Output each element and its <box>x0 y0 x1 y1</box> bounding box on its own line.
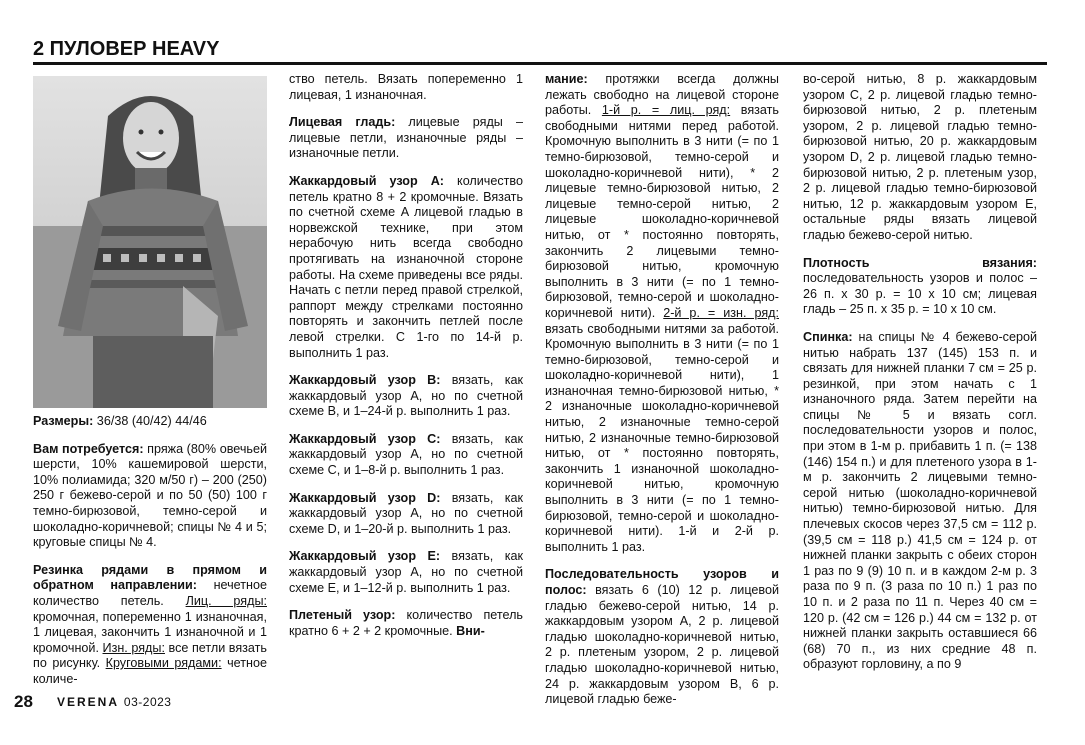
braid-label: Плетеный узор: <box>289 608 396 623</box>
jacquard-e-paragraph <box>289 549 523 596</box>
rib-continued: ство петель. Вязать попеременно 1 лицевая, 1 изнаночная. <box>289 72 523 102</box>
materials-text: пряжа (80% овечьей шерсти, 10% кашемировой шерсти, 10% полиамида; 320 м/50 г) – 200 (250) 250 г бежево-серой и по 50 (50) 100 г темно-бирюзовой, темно-серой и шоколадно-коричневой; спицы № 4 и 5; круговые спицы № 4. <box>33 441 267 550</box>
rib-rounds-label: Круговыми рядами: <box>105 656 222 671</box>
jacquard-c-text: вязать, как жаккардовый узор A, но по счетной схеме C, и 1–8-й р. выполнить 1 раз. <box>289 431 523 478</box>
attention-label-start: Вни- <box>456 623 485 638</box>
column-3 <box>545 72 779 720</box>
density-paragraph <box>803 256 1037 318</box>
back-paragraph <box>803 330 1037 673</box>
density-text: последовательность узоров и полос – 26 п. х 30 р. = 10 х 10 см; лицевая гладь – 25 п. х 35 р. = 10 х 10 см. <box>803 271 1037 317</box>
column-4 <box>803 72 1037 685</box>
jacquard-d-label: Жаккардовый узор D: <box>289 490 441 505</box>
back-label: Спинка: <box>803 329 853 344</box>
sequence-label: Последовательность узоров и полос: <box>545 567 779 597</box>
magazine-name: VERENA <box>57 695 119 709</box>
jacquard-a-text: количество петель кратно 8 + 2 кромочные. Вязать по счетной схеме A лицевой гладью в норвежской технике, при этом нерабочую нить всегда свободно протягивать на изнаночной стороне работы. На схеме приведены все ряды. Начать с петли перед правой стрелкой, раппорт между стрелками постоянно повторять и закончить петлей после левой стрелки. С 1-го по 14-й р. выполнить 1 раз. <box>289 173 523 360</box>
jacquard-b-paragraph <box>289 373 523 420</box>
braid-paragraph <box>289 608 523 639</box>
page-number: 28 <box>14 692 33 711</box>
row-1-label: 1-й р. = лиц. ряд: <box>601 103 731 118</box>
back-text: на спицы № 4 бежево-серой нитью набрать 137 (145) 153 п. и связать для нижней планки 7 см = 25 р. резинкой, при этом начать с 1 изнаночного ряда. Затем перейти на спицы № 5 и вязать согл. последовательности узоров и полос, при этом в 1-м р. прибавить 1 п. (= 138 (146) 154 п.) и для плетеного узора в 1-м р. закончить 2 лицевыми темно-серой нитью (шоколадно-коричневой нитью) темно-бирюзовой нитью. Для плечевых скосов через 37,5 см = 112 р. (39,5 см = 118 р.) 41,5 см = 124 р. от нижней планки закрыть с обеих сторон 1 раз по 9 (9) 10 п. и в каждом 2-м р. 3 раза по 9 п. (3 раза по 10 п.) 1 раз по 10 п. и 2 раза по 11 п. Через 40 см = 120 р. (42 см = 126 р.) 44 см = 132 р. от нижней планки закрыть оставшиеся 66 (68) 70 п., из них средние 48 п. образуют горловину, а по 9 <box>803 329 1037 672</box>
rib-label: Резинка рядами в прямом и обратном направлении: <box>33 562 267 593</box>
sequence-text: вязать 6 (10) 12 р. лицевой гладью бежево-серой нитью, 14 р. жаккардовым узором A, 2 р. лицевой гладью шоколадно-коричневой нитью, 2 р. плетеным узором, 2 р. лицевой гладью шоколадно-коричневой нитью, 24 р. жаккардовым узором B, 6 р. лицевой гладью беже- <box>545 583 779 707</box>
photo-illustration <box>33 76 267 408</box>
rib-right-side-label: Лиц. ряды: <box>185 593 267 608</box>
rib-text: кромочная, попеременно 1 изнаночная, 1 лицевая, закончить 1 изнаночной и 1 кромочной. <box>33 609 267 655</box>
title-rule <box>33 62 1047 65</box>
jacquard-b-label: Жаккардовый узор B: <box>289 373 441 388</box>
jacquard-e-label: Жаккардовый узор E: <box>289 549 441 564</box>
materials-paragraph <box>33 442 267 551</box>
attention-paragraph <box>545 72 779 555</box>
magazine-footer <box>57 695 171 709</box>
jacquard-c-paragraph <box>289 432 523 479</box>
attention-text: протяжки всегда должны лежать свободно на лицевой стороне работы. <box>545 72 779 118</box>
jacquard-e-text: вязать, как жаккардовый узор A, но по счетной схеме E, и 1–12-й р. выполнить 1 раз. <box>289 549 523 595</box>
stockinette-text: лицевые ряды – лицевые петли, изнаночные ряды – изнаночные петли. <box>289 115 523 161</box>
row-2-label: 2-й р. = изн. ряд: <box>663 305 779 320</box>
model-photo <box>33 76 267 408</box>
sequence-continued: во-серой нитью, 8 р. жаккардовым узором C, 2 р. лицевой гладью темно-бирюзовой нитью, 2 р. плетеным узором, 2 р. лицевой гладью темно-бирюзовой нитью, 20 р. жаккардовым узором D, 2 р. лицевой гладью темно-бирюзовой нитью, 2 р. плетеным узор, 2 р. лицевой гладью темно-бирюзовой нитью, 12 р. жаккардовым узором E, остальные ряды вязать лицевой гладью бежево-серой нитью. <box>803 72 1037 242</box>
column-1 <box>33 414 267 700</box>
sizes-paragraph <box>33 414 267 430</box>
rib-paragraph <box>33 563 267 688</box>
issue-number: 03-2023 <box>123 695 172 709</box>
braid-text: количество петель кратно 6 + 2 + 2 кромочные. <box>289 608 523 638</box>
jacquard-c-label: Жаккардовый узор C: <box>289 431 441 446</box>
jacquard-d-text: вязать, как жаккардовый узор A, но по счетной схеме D, и 1–20-й р. выполнить 1 раз. <box>289 490 523 536</box>
sizes-text: 36/38 (40/42) 44/46 <box>93 414 207 428</box>
row-2-text: вязать свободными нитями за работой. Кромочную выполнить в 3 нити (= по 1 темно-бирюзовой, темно-серой и шоколадно-коричневой нити), 1 изнаночная темно-бирюзовой нитью, * 2 изнаночные шоколадно-коричневой нитью, 2 изнаночные темно-серой нитью, 2 изнаночные темно-бирюзовой нитью, от * постоянно повторять, закончить 1 изнаночной шоколадно-коричневой нитью, кромочную выполнить в 3 нити (= по 1 темно-бирюзовой, темно-серой и шоколадно-коричневой нити). 1-й и 2-й р. выполнить 1 раз. <box>545 321 779 554</box>
attention-label: мание: <box>545 72 588 86</box>
stockinette-paragraph <box>289 115 523 162</box>
rib-text: все петли вязать по рисунку. <box>33 640 267 671</box>
sizes-label: Размеры: <box>33 414 94 428</box>
stockinette-label: Лицевая гладь: <box>289 115 396 130</box>
sequence-paragraph <box>545 567 779 707</box>
jacquard-d-paragraph <box>289 491 523 538</box>
column-2 <box>289 72 523 651</box>
rib-wrong-side-label: Изн. ряды: <box>102 640 165 655</box>
jacquard-b-text: вязать, как жаккардовый узор A, но по счетной схеме B, и 1–24-й р. выполнить 1 раз. <box>289 373 523 419</box>
density-label: Плотность вязания: <box>803 255 1037 270</box>
row-1-text: вязать свободными нитями перед работой. Кромочную выполнить в 3 нити (= по 1 темно-бирюзовой, темно-серой и шоколадно-коричневой нити), * 2 лицевые темно-бирюзовой нитью, 2 лицевые темно-серой нитью, 2 лицевые шоколадно-коричневой нитью, от * постоянно повторять, закончить 2 лицевыми темно-бирюзовой нитью, кромочную выполнить в 3 нити (= по 1 темно-бирюзовой, темно-серой и шоколадно-коричневой нити). <box>545 103 779 320</box>
jacquard-a-label: Жаккардовый узор A: <box>289 173 444 188</box>
jacquard-a-paragraph <box>289 174 523 361</box>
rib-text: нечетное количество петель. <box>33 578 267 608</box>
rib-text: четное количе- <box>33 656 267 686</box>
materials-label: Вам потребуется: <box>33 441 144 456</box>
page-title: 2 ПУЛОВЕР HEAVY <box>33 38 220 60</box>
